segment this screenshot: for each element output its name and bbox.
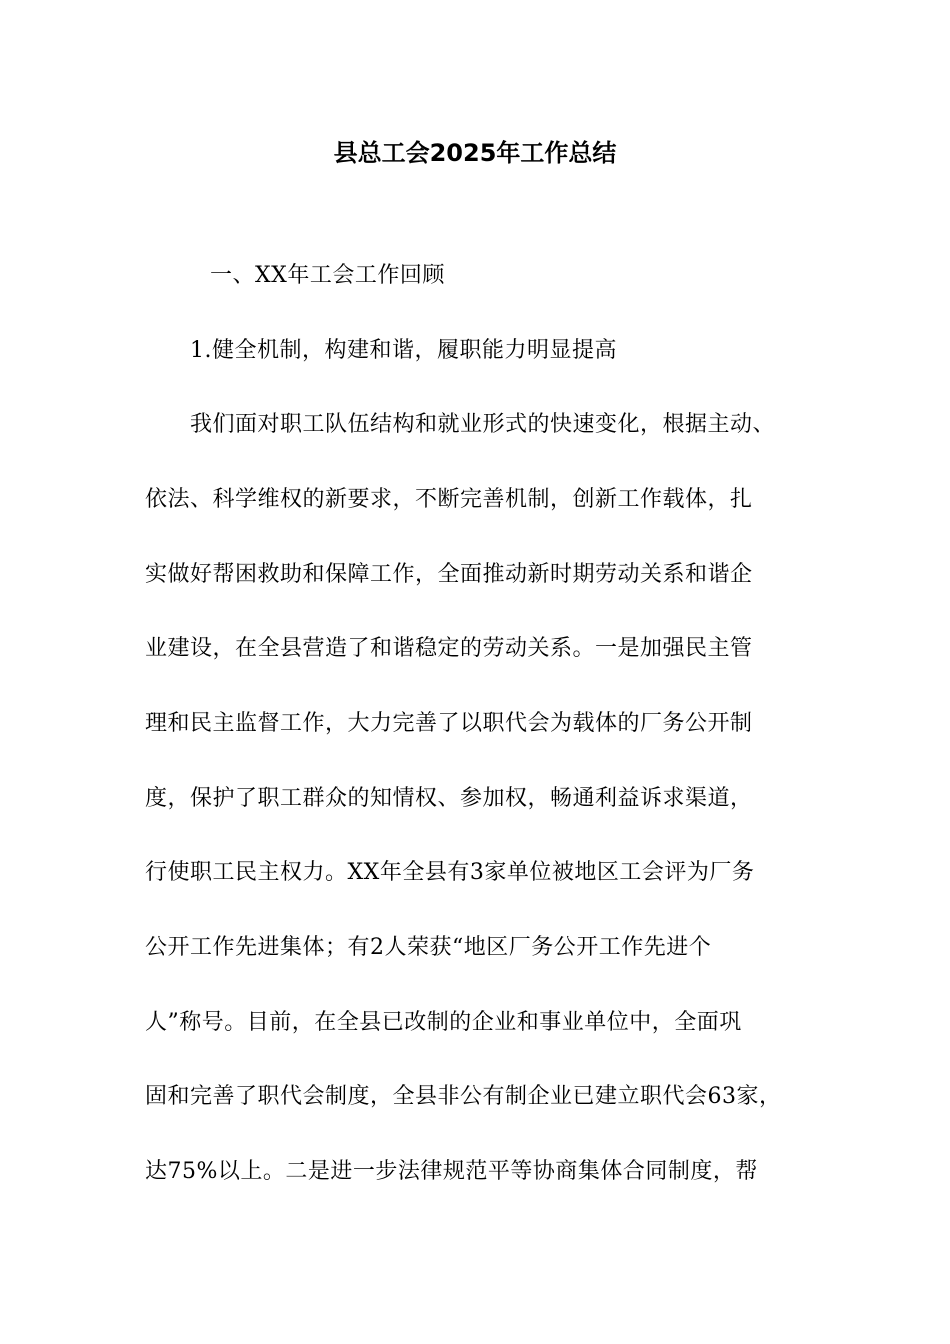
paragraph-line: 公开工作先进集体；有2人荣获“地区厂务公开工作先进个 (145, 935, 712, 960)
subheading: 1.健全机制，构建和谐，履职能力明显提高 (190, 338, 617, 363)
paragraph-line: 达75%以上。二是进一步法律规范平等协商集体合同制度，帮 (145, 1159, 758, 1184)
paragraph-line: 业建设，在全县营造了和谐稳定的劳动关系。一是加强民主管 (145, 636, 753, 661)
paragraph-line: 行使职工民主权力。XX年全县有3家单位被地区工会评为厂务 (145, 860, 755, 885)
section-heading: 一、XX年工会工作回顾 (210, 263, 445, 288)
document-title: 县总工会2025年工作总结 (333, 139, 617, 167)
paragraph-line: 度，保护了职工群众的知情权、参加权，畅通利益诉求渠道， (145, 786, 753, 811)
paragraph-line: 我们面对职工队伍结构和就业形式的快速变化，根据主动、 (190, 412, 776, 437)
paragraph-line: 固和完善了职代会制度，全县非公有制企业已建立职代会63家， (145, 1084, 782, 1109)
paragraph-line: 人”称号。目前，在全县已改制的企业和事业单位中，全面巩 (145, 1010, 742, 1035)
paragraph-line: 依法、科学维权的新要求，不断完善机制，创新工作载体，扎 (145, 487, 753, 512)
paragraph-line: 实做好帮困救助和保障工作，全面推动新时期劳动关系和谐企 (145, 562, 753, 587)
paragraph-line: 理和民主监督工作，大力完善了以职代会为载体的厂务公开制 (145, 711, 753, 736)
